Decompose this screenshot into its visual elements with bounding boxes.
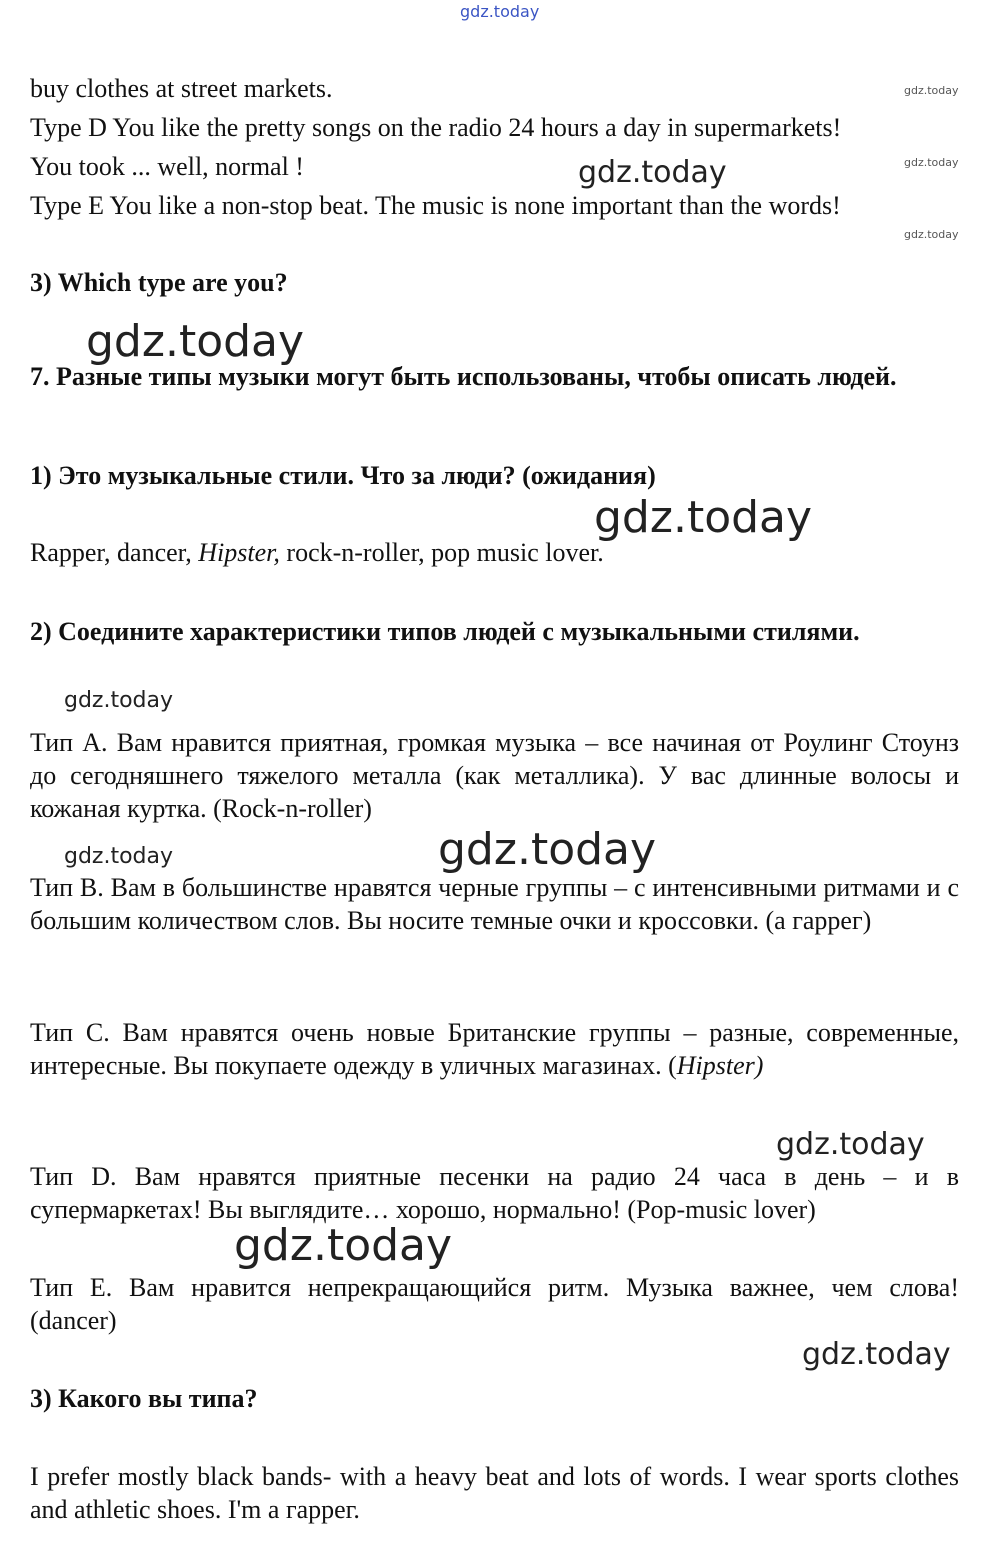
question-heading: 3) Какого вы типа? [30,1384,258,1413]
watermark: gdz.today [578,155,727,190]
watermark: gdz.today [64,844,174,869]
watermark-small: gdz.today [904,228,959,241]
styles-hipster: Hipster, [198,538,280,567]
watermark-small: gdz.today [904,156,959,169]
type-e-paragraph: Тип Е. Вам нравится непрекращающийся ритм. Музыка важнее, чем слова! (dancer) [30,1273,959,1335]
type-c-paragraph [30,1016,959,1082]
styles-line [30,540,604,566]
question-heading: 3) Which type are you? [30,268,288,297]
watermark: gdz.today [594,492,813,543]
watermark: gdz.today [802,1337,951,1372]
watermark: gdz.today [64,688,174,713]
watermark-small: gdz.today [904,84,959,97]
type-b-paragraph: Тип В. Вам в большинстве нравятся черные группы – с интенсивными ритмами и с большим количеством слов. Вы носите темные очки и кроссовки. (а гаррег) [30,873,959,935]
question-heading: 2) Соедините характеристики типов людей с музыкальными стилями. [30,617,860,646]
styles-text: Rapper, dancer, [30,538,199,567]
text-line: buy clothes at street markets. [30,74,333,103]
watermark: gdz.today [438,824,657,875]
text-line: You took ... well, normal ! [30,152,304,181]
task-heading: 7. Разные типы музыки могут быть использованы, чтобы описать людей. [30,362,897,391]
type-d-paragraph: Тип D. Вам нравятся приятные песенки на радио 24 часа в день – и в супермаркетах! Вы выглядите… хорошо, нормально! (Pop-music lover) [30,1162,959,1224]
type-c-text: Тип С. Вам нравятся очень новые Британские группы – разные, современные, интересные. Вы покупаете одежду в уличных магазинах. ( [30,1018,959,1080]
watermark: gdz.today [86,316,305,367]
watermark: gdz.today [776,1127,925,1162]
question-heading: 1) Это музыкальные стили. Что за люди? (ожидания) [30,461,656,490]
watermark-top: gdz.today [460,2,540,21]
type-a-paragraph: Тип А. Вам нравится приятная, громкая музыка – все начиная от Роулинг Стоунз до сегодняшнего тяжелого металла (как металлика). У вас длинные волосы и кожаная куртка. (Rock-n-roller) [30,728,959,823]
styles-text: rock-n-roller, pop music lover. [279,538,604,567]
answer-paragraph: I prefer mostly black bands- with a heavy beat and lots of words. I wear sports clothes and athletic shoes. I'm a гаррег. [30,1462,959,1524]
type-c-hipster: Hipster) [676,1051,764,1080]
text-line: Type D You like the pretty songs on the radio 24 hours a day in supermarkets! [30,113,842,142]
watermark: gdz.today [234,1220,453,1271]
text-line: Type E You like a non-stop beat. The music is none important than the words! [30,191,841,220]
